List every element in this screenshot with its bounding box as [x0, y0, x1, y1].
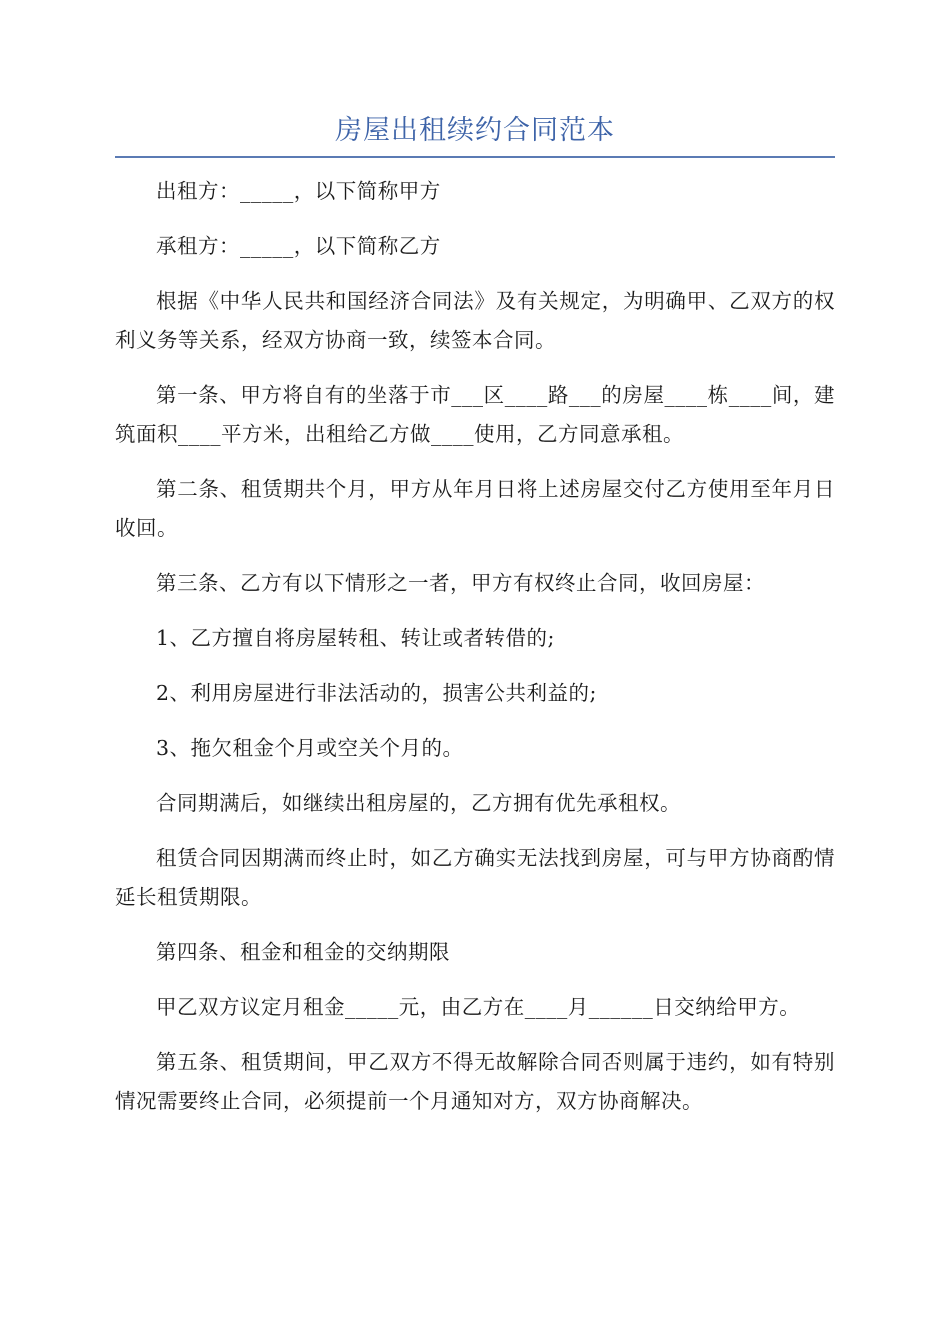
paragraph-item-3: 3、拖欠租金个月或空关个月的。: [156, 736, 464, 760]
paragraph-article-3: 第三条、乙方有以下情形之一者，甲方有权终止合同，收回房屋：: [156, 571, 765, 595]
paragraph-item-2: 2、利用房屋进行非法活动的，损害公共利益的;: [156, 681, 597, 705]
document-title: 房屋出租续约合同范本: [335, 115, 615, 146]
paragraph-article-4: 第四条、租金和租金的交纳期限: [156, 940, 450, 964]
paragraph-extension: 租赁合同因期满而终止时，如乙方确实无法找到房屋，可与甲方协商酌情延长租赁期限。: [115, 846, 835, 909]
paragraph-renewal-priority: 合同期满后，如继续出租房屋的，乙方拥有优先承租权。: [156, 791, 681, 815]
paragraph-lessee: 承租方：_____，以下简称乙方: [156, 234, 441, 258]
paragraph-preamble: 根据《中华人民共和国经济合同法》及有关规定，为明确甲、乙双方的权利义务等关系，经双方协商一致，续签本合同。: [115, 289, 835, 352]
title-bar: [115, 110, 835, 158]
paragraph-item-1: 1、乙方擅自将房屋转租、转让或者转借的;: [156, 626, 555, 650]
paragraph-article-2: 第二条、租赁期共个月，甲方从年月日将上述房屋交付乙方使用至年月日收回。: [115, 477, 835, 540]
paragraph-lessor: 出租方：_____，以下简称甲方: [156, 179, 441, 203]
paragraph-article-5: 第五条、租赁期间，甲乙双方不得无故解除合同否则属于违约，如有特别情况需要终止合同，必须提前一个月通知对方，双方协商解决。: [115, 1050, 835, 1113]
document-body: [115, 172, 835, 1137]
paragraph-rent-amount: 甲乙双方议定月租金_____元，由乙方在____月______日交纳给甲方。: [156, 995, 801, 1019]
paragraph-article-1: 第一条、甲方将自有的坐落于市___区____路___的房屋____栋____间，建筑面积____平方米，出租给乙方做____使用，乙方同意承租。: [115, 383, 835, 446]
